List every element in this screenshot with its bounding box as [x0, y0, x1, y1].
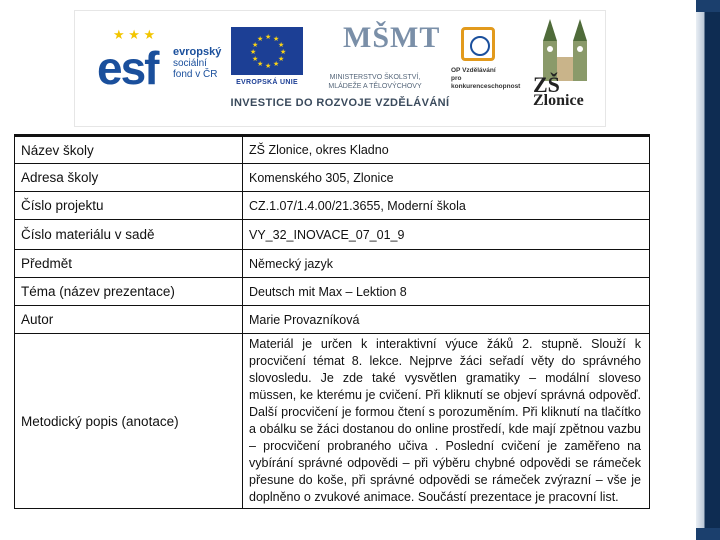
row-label: Název školy — [15, 136, 243, 164]
table-row — [15, 164, 650, 192]
eu-logo — [231, 27, 303, 91]
table-row — [15, 136, 650, 164]
msmt-mark: MŠMT — [343, 21, 441, 54]
op-caption: OP Vzdělávání pro konkurenceschopnost — [451, 67, 521, 90]
annotation-text: Materiál je určen k interaktivní výuce žáků 2. stupně. Slouží k procvičení témat 8. lekce. Nejprve žáci seřadí věty do správného slovosledu. Je zde také vysvětlen gramatiky – modální sloveso müssen, ke kterému je cvičení. Při kliknutí se objeví správná odpověď. Další procvičení je formou čtení s porozuměním. Při kliknutí na tlačítko a obálku se žáci dostanou do online prostředí, kde mají zpětnou vazbu – procvičení probraného učiva . Poslední cvičení je zaměřeno na vybírání správné odpovědi – při výběru chybné odpovědi se rámeček přesune do koše, při správné odpovědi se rámeček zvýrazní – vše je doplněno o zvukové animace. Součástí prezentace je pracovní list. — [243, 334, 650, 509]
row-label: Předmět — [15, 250, 243, 278]
row-label: Téma (název prezentace) — [15, 278, 243, 306]
table-row — [15, 334, 650, 509]
row-value: VY_32_INOVACE_07_01_9 — [243, 220, 650, 250]
row-label: Číslo materiálu v sadě — [15, 220, 243, 250]
table-row — [15, 220, 650, 250]
op-emblem-icon — [461, 27, 495, 61]
right-decorative-bar — [696, 0, 720, 540]
banner-tagline: INVESTICE DO ROZVOJE VZDĚLÁVÁNÍ — [230, 97, 450, 109]
table-row — [15, 306, 650, 334]
project-logo-banner — [74, 10, 606, 127]
table-row — [15, 192, 650, 220]
row-label: Číslo projektu — [15, 192, 243, 220]
row-value: Německý jazyk — [243, 250, 650, 278]
table-row — [15, 278, 650, 306]
row-value: Deutsch mit Max – Lektion 8 — [243, 278, 650, 306]
row-value: CZ.1.07/1.4.00/21.3655, Moderní škola — [243, 192, 650, 220]
school-logo-text: ZŠ Zlonice — [533, 72, 584, 109]
row-label: Adresa školy — [15, 164, 243, 192]
row-value: Komenského 305, Zlonice — [243, 164, 650, 192]
right-bar-segment — [696, 0, 720, 12]
esf-caption: evropský sociální fond v ČR — [173, 46, 222, 80]
row-value: ZŠ Zlonice, okres Kladno — [243, 136, 650, 164]
row-label: Autor — [15, 306, 243, 334]
msmt-caption: MINISTERSTVO ŠKOLSTVÍ, MLÁDEŽE A TĚLOVÝCHOVY — [328, 74, 422, 90]
eu-caption: EVROPSKÁ UNIE — [236, 79, 298, 86]
msmt-logo — [307, 21, 443, 99]
esf-mark: esf — [97, 42, 158, 94]
star-icon: ★ ★ ★ — [113, 27, 156, 42]
right-bar-segment — [696, 528, 720, 540]
op-vzdelavani-logo — [451, 27, 527, 99]
project-info-table — [14, 134, 650, 509]
eu-flag-icon: ★ ★ ★ ★ ★ ★ ★ ★ ★ ★ ★ ★ — [231, 27, 303, 75]
row-label: Metodický popis (anotace) — [15, 334, 243, 509]
table-row — [15, 250, 650, 278]
row-value: Marie Provazníková — [243, 306, 650, 334]
